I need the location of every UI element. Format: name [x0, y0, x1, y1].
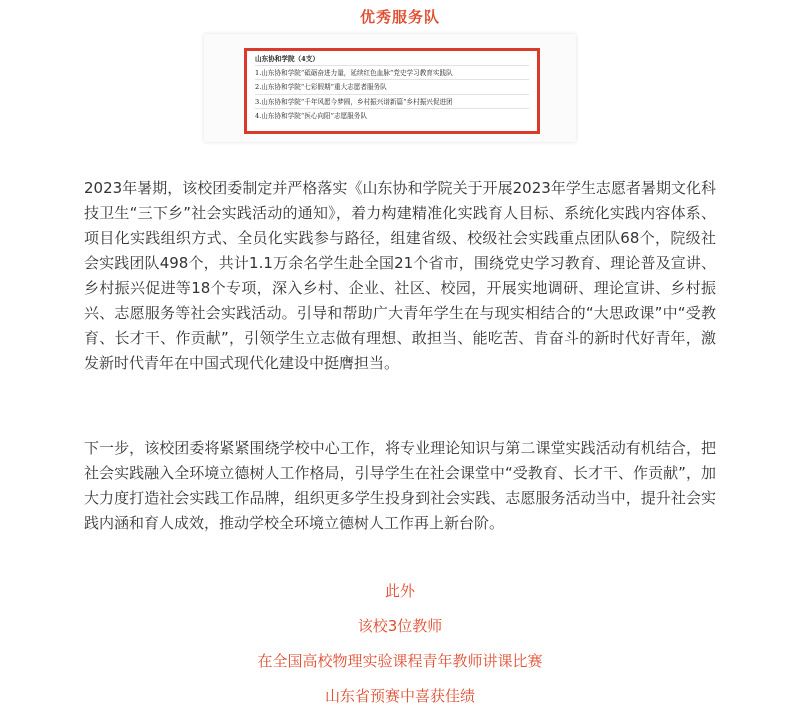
team-list-figure: [204, 34, 576, 142]
highlight-line: 山东省预赛中喜获佳绩: [324, 687, 475, 705]
body-paragraph-summer-practice: 2023年暑期，该校团委制定并严格落实《山东协和学院关于开展2023年学生志愿者暑期文化科技卫生“三下乡”社会实践活动的通知》，着力构建精准化实践育人目标、系统化实践内容体系、项目化实践组织方式、全员化实践参与路径，组建省级、校级社会实践重点团队68个，院级社会实践团队498个，共计1.1万余名学生赴全国21个省市，围绕党史学习教育、理论普及宣讲、乡村振兴促进等18个专项，深入乡村、企业、社区、校园，开展实地调研、理论宣讲、乡村振兴、志愿服务等社会实践活动。引导和帮助广大青年学生在与现实相结合的“大思政课”中“受教育、长才干、作贡献”，引领学生立志做有理想、敢担当、能吃苦、肯奋斗的新时代好青年，激发新时代青年在中国式现代化建设中挺膺担当。: [84, 179, 716, 372]
team-list-item: 3.山东协和学院“千年风愿今梦圆，乡村振兴谱新篇”乡村振兴促进团: [255, 94, 529, 108]
highlight-line: 此外: [384, 582, 415, 600]
team-list-box: [244, 48, 540, 134]
team-list-item: 4.山东协和学院“医心向阳”志愿服务队: [255, 108, 529, 122]
team-list-item: 2.山东协和学院“七彩假期”重大志愿者服务队: [255, 79, 529, 93]
team-list-header: 山东协和学院（4支）: [255, 55, 319, 63]
section-title: 优秀服务队: [359, 8, 440, 26]
highlight-line: 该校3位教师: [357, 617, 443, 635]
body-paragraph-next-steps: 下一步，该校团委将紧紧围绕学校中心工作，将专业理论知识与第二课堂实践活动有机结合，把社会实践融入全环境立德树人工作格局，引导学生在社会课堂中“受教育、长才干、作贡献”，加大力度打造社会实践工作品牌，组织更多学生投身到社会实践、志愿服务活动当中，提升社会实践内涵和育人成效，推动学校全环境立德树人工作再上新台阶。: [84, 439, 716, 532]
highlight-line: 在全国高校物理实验课程青年教师讲课比赛: [257, 652, 543, 670]
team-list-item: 1.山东协和学院“砥砺奋进力量，延续红色血脉”党史学习教育实践队: [255, 65, 529, 79]
